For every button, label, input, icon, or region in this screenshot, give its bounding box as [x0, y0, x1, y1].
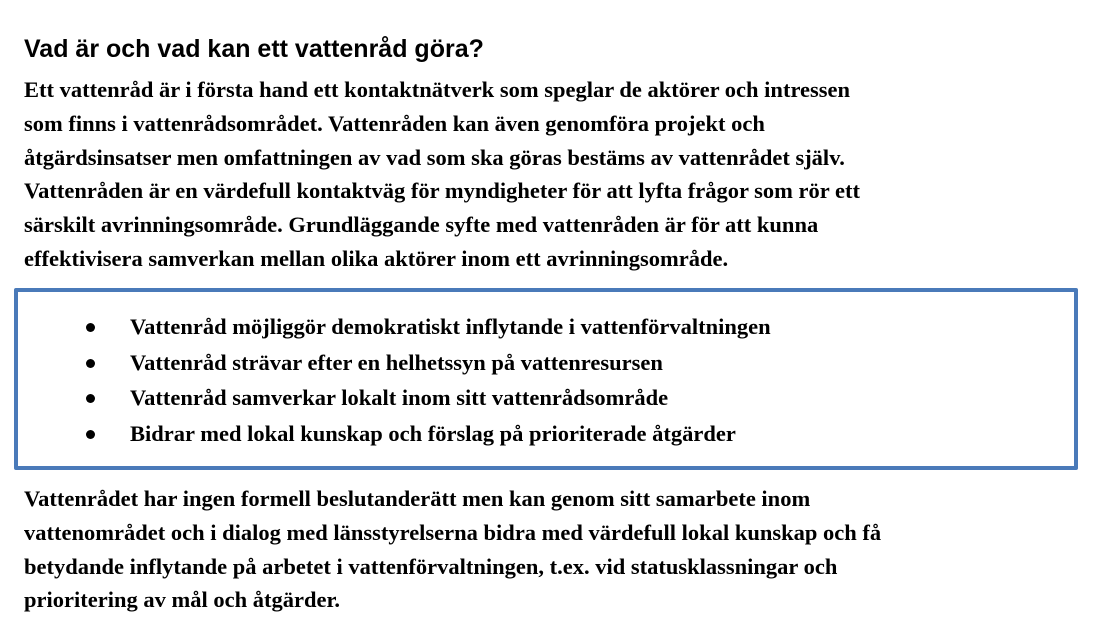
intro-paragraph [24, 73, 1084, 276]
intro-line: som finns i vattenrådsområdet. Vattenråden kan även genomföra projekt och [24, 110, 765, 136]
bullet-dot-icon [86, 323, 95, 332]
list-item [18, 309, 771, 345]
outro-line: prioritering av mål och åtgärder. [24, 587, 340, 613]
page-title: Vad är och vad kan ett vattenråd göra? [24, 35, 484, 63]
intro-line: Ett vattenråd är i första hand ett kontaktnätverk som speglar de aktörer och intressen [24, 77, 851, 102]
list-item-text: Vattenråd samverkar lokalt inom sitt vattenrådsområde [130, 385, 669, 410]
intro-line: särskilt avrinningsområde. Grundläggande syfte med vattenråden är för att kunna [24, 212, 819, 238]
list-item [18, 380, 771, 416]
bullet-list [18, 309, 771, 451]
list-item [18, 345, 771, 381]
bullet-box [14, 288, 1078, 470]
bullet-dot-icon [86, 394, 95, 403]
list-item-text: Vattenråd strävar efter en helhetssyn på vattenresursen [130, 349, 663, 375]
intro-line: åtgärdsinsatser men omfattningen av vad som ska göras bestäms av vattenrådet själv. [24, 144, 845, 170]
outro-paragraph [24, 482, 1084, 617]
outro-line: Vattenrådet har ingen formell beslutanderätt men kan genom sitt samarbete inom [24, 486, 811, 511]
bullet-dot-icon [86, 359, 95, 368]
list-item-text: Bidrar med lokal kunskap och förslag på prioriterade åtgärder [130, 420, 736, 446]
intro-line: Vattenråden är en värdefull kontaktväg för myndigheter för att lyfta frågor som rör ett [24, 178, 860, 204]
intro-line: effektivisera samverkan mellan olika aktörer inom ett avrinningsområde. [24, 245, 729, 271]
list-item [18, 416, 771, 452]
outro-line: vattenområdet och i dialog med länsstyrelserna bidra med värdefull lokal kunskap och få [24, 519, 882, 545]
list-item-text: Vattenråd möjliggör demokratiskt inflytande i vattenförvaltningen [130, 314, 771, 339]
outro-line: betydande inflytande på arbetet i vattenförvaltningen, t.ex. vid statusklassningar och [24, 553, 838, 579]
bullet-dot-icon [86, 430, 95, 439]
